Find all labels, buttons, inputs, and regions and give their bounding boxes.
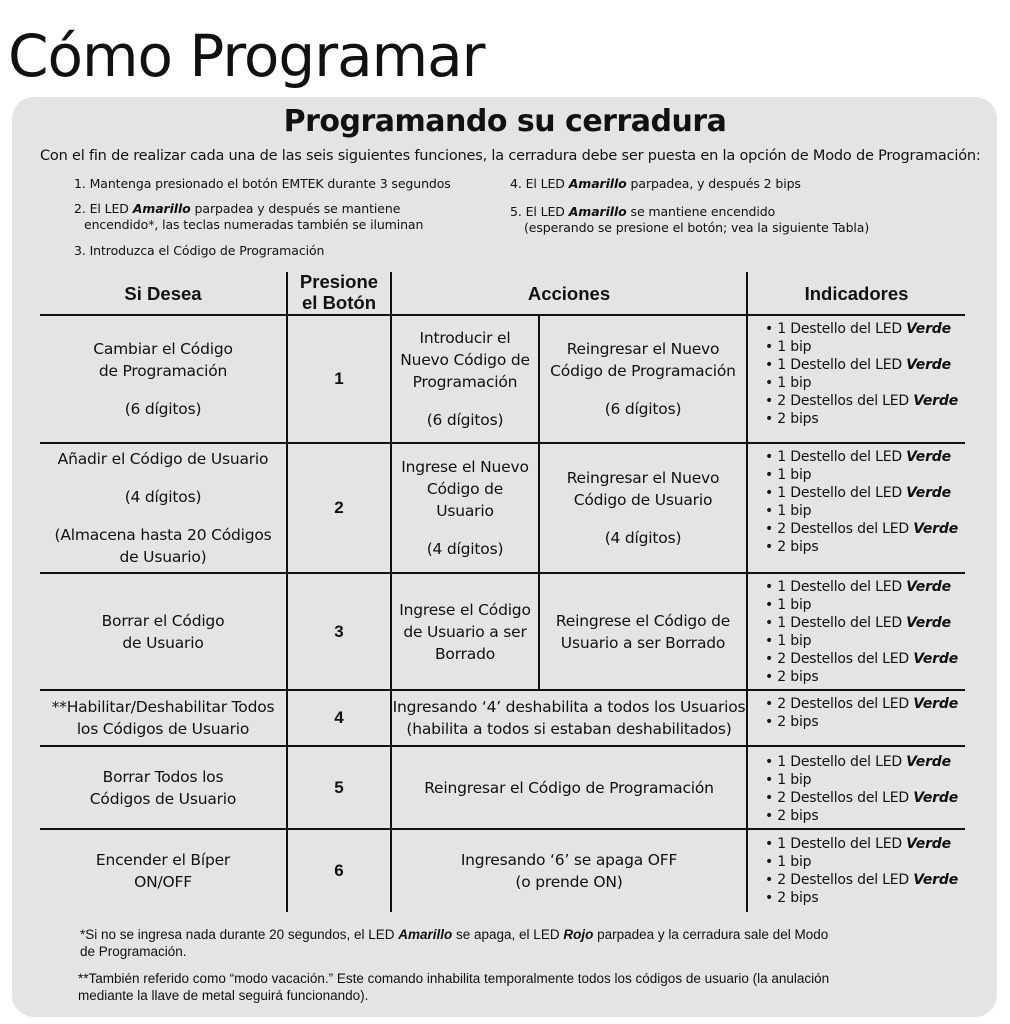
row-4-desea: **Habilitar/Deshabilitar Todos los Códigos de Usuario [51, 698, 275, 738]
row-2-action-1: Ingrese el Nuevo Código de Usuario (4 dígitos) [401, 458, 529, 558]
step-3: 3. Introduzca el Código de Programación [74, 243, 325, 258]
row-2-desea: Añadir el Código de Usuario (4 dígitos) (Almacena hasta 20 Códigos de Usuario) [54, 450, 272, 566]
intro-text: Con el fin de realizar cada una de las seis siguientes funciones, la cerradura debe ser puesta en la opción de Modo de Programación: [40, 148, 981, 164]
header-acciones: Acciones [527, 282, 611, 304]
header-indicadores: Indicadores [804, 282, 909, 304]
section-heading: Programando su cerradura [283, 104, 727, 139]
footnote-2: **También referido como “modo vacación.” Este comando inhabilita temporalmente todos los códigos de usuario (la anulación mediante la llave de metal seguirá funcionando). [78, 971, 830, 1003]
row-2-action-2: Reingresar el Nuevo Código de Usuario (4 dígitos) [566, 469, 720, 547]
row-4-action: Ingresando ‘4’ deshabilita a todos los Usuarios (habilita a todos si estaban deshabilitados) [392, 698, 746, 738]
table-column-rule [746, 272, 748, 912]
row-6-indicators: • 1 Destello del LED Verde • 1 bip • 2 Destellos del LED Verde • 2 bips [765, 836, 958, 906]
row-3-action-1: Ingrese el Código de Usuario a ser Borrado [399, 600, 531, 663]
row-5-action: Reingresar el Código de Programación [424, 778, 714, 797]
header-si-desea: Si Desea [124, 282, 202, 304]
row-4-button: 4 [334, 708, 344, 727]
row-3-button: 3 [334, 621, 344, 641]
footnote-1: *Si no se ingresa nada durante 20 segundos, el LED Amarillo se apaga, el LED Rojo parpadea y la cerradura sale del Modo de Programación. [80, 927, 829, 959]
row-5-button: 5 [334, 777, 344, 797]
step-1: 1. Mantenga presionado el botón EMTEK durante 3 segundos [74, 176, 451, 191]
row-3-indicators: • 1 Destello del LED Verde • 1 bip • 1 Destello del LED Verde • 1 bip • 2 Destellos del LED Verde • 2 bips [765, 579, 958, 685]
row-2-button: 2 [334, 498, 344, 517]
row-6-button: 6 [334, 861, 344, 880]
row-5-desea: Borrar Todos los Códigos de Usuario [89, 767, 237, 808]
row-2-indicators: • 1 Destello del LED Verde • 1 bip • 1 Destello del LED Verde • 1 bip • 2 Destellos del LED Verde • 2 bips [765, 449, 958, 555]
row-1-button: 1 [334, 369, 344, 388]
header-presione-boton: Presione el Botón [299, 271, 379, 313]
row-1-desea: Cambiar el Código de Programación (6 dígitos) [93, 340, 233, 418]
row-4-indicators: • 2 Destellos del LED Verde • 2 bips [765, 696, 958, 730]
row-1-indicators: • 1 Destello del LED Verde • 1 bip • 1 Destello del LED Verde • 1 bip • 2 Destellos del LED Verde • 2 bips [765, 321, 958, 427]
step-5: 5. El LED Amarillo se mantiene encendido (esperando se presione el botón; vea la siguiente Tabla) [510, 204, 870, 235]
row-5-indicators: • 1 Destello del LED Verde • 1 bip • 2 Destellos del LED Verde • 2 bips [765, 754, 958, 824]
step-4: 4. El LED Amarillo parpadea, y después 2 bips [510, 176, 801, 191]
step-2: 2. El LED Amarillo parpadea y después se mantiene encendido*, las teclas numeradas también se iluminan [74, 201, 424, 232]
row-6-desea: Encender el Bíper ON/OFF [95, 851, 231, 891]
row-1-action-1: Introducir el Nuevo Código de Programación (6 dígitos) [400, 329, 530, 429]
row-3-desea: Borrar el Código de Usuario [101, 611, 225, 652]
row-3-action-2: Reingrese el Código de Usuario a ser Borrado [555, 611, 731, 652]
page-title: Cómo Programar [8, 22, 485, 90]
row-6-action: Ingresando ‘6’ se apaga OFF (o prende ON) [460, 851, 678, 891]
row-1-action-2: Reingresar el Nuevo Código de Programación (6 dígitos) [550, 340, 736, 418]
